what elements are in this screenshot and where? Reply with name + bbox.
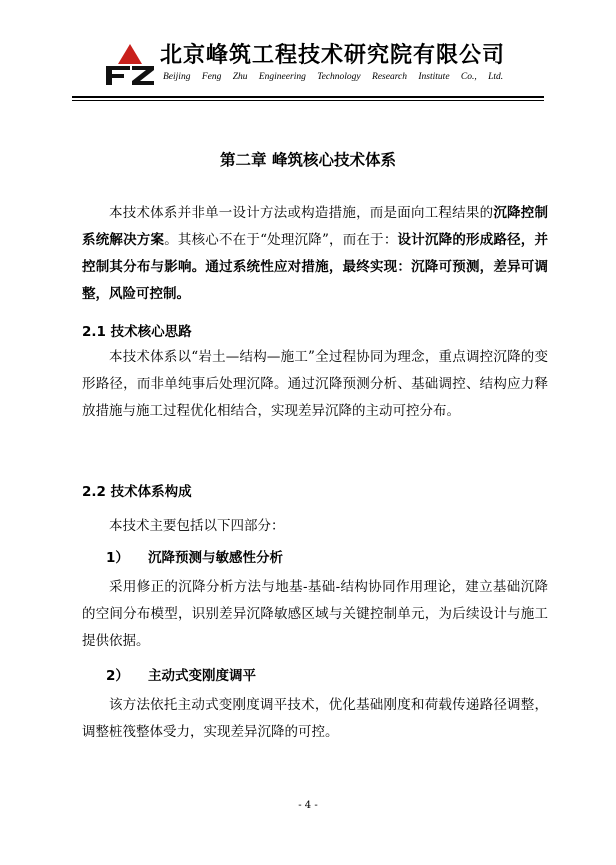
item-1-title: 沉降预测与敏感性分析: [148, 550, 283, 566]
chapter-title: 第二章 峰筑核心技术体系: [220, 151, 396, 169]
section-2-1-body: 本技术体系以“岩土—结构—施工”全过程协同为理念，重点调控沉降的变形路径，而非单纯事后处理沉降。通过沉降预测分析、基础调控、结构应力释放措施与施工过程优化相结合，实现差异沉降的主动可控分布。: [82, 349, 548, 419]
item-1-heading: [106, 546, 283, 566]
section-heading-2-1: 2.1 技术核心思路: [82, 324, 192, 340]
item-2-title: 主动式变刚度调平: [148, 668, 256, 684]
company-name-en: Beijing Feng Zhu Engineering Technology Research Institute Co., Ltd.: [163, 72, 504, 82]
page-header: [0, 0, 616, 100]
item-2-body: 该方法依托主动式变刚度调平技术，优化基础刚度和荷载传递路径调整，调整桩筏整体受力，实现差异沉降的可控。: [82, 697, 548, 740]
intro-paragraph: [82, 200, 548, 308]
item-1-body: 采用修正的沉降分析方法与地基-基础-结构协同作用理论，建立基础沉降的空间分布模型，识别差异沉降敏感区域与关键控制单元，为后续设计与施工提供依据。: [82, 579, 548, 649]
company-name-cn: 北京峰筑工程技术研究院有限公司: [160, 43, 506, 68]
header-rule: [72, 96, 544, 98]
company-logo-icon: [104, 44, 156, 86]
header-rule-thin: [72, 100, 544, 101]
item-2-heading: [106, 664, 256, 684]
section-2-2-lead: 本技术主要包括以下四部分：: [109, 518, 285, 534]
section-heading-2-2: 2.2 技术体系构成: [82, 484, 192, 500]
intro-text-2: 。其核心不在于“处理沉降”，而在于：: [164, 232, 398, 248]
item-2-number: 2）: [106, 668, 129, 684]
intro-bold-1: 沉降控制系统解决方案: [82, 205, 549, 248]
item-1-number: 1）: [106, 550, 129, 566]
intro-bold-2: 设计沉降的形成路径，并控制其分布与影响。通过系统性应对措施，最终实现：沉降可预测，差异可调整，风险可控制。: [82, 232, 548, 302]
intro-text-1: 本技术体系并非单一设计方法或构造措施，而是面向工程结果的: [109, 205, 494, 221]
page-number: - 4 -: [298, 800, 318, 811]
